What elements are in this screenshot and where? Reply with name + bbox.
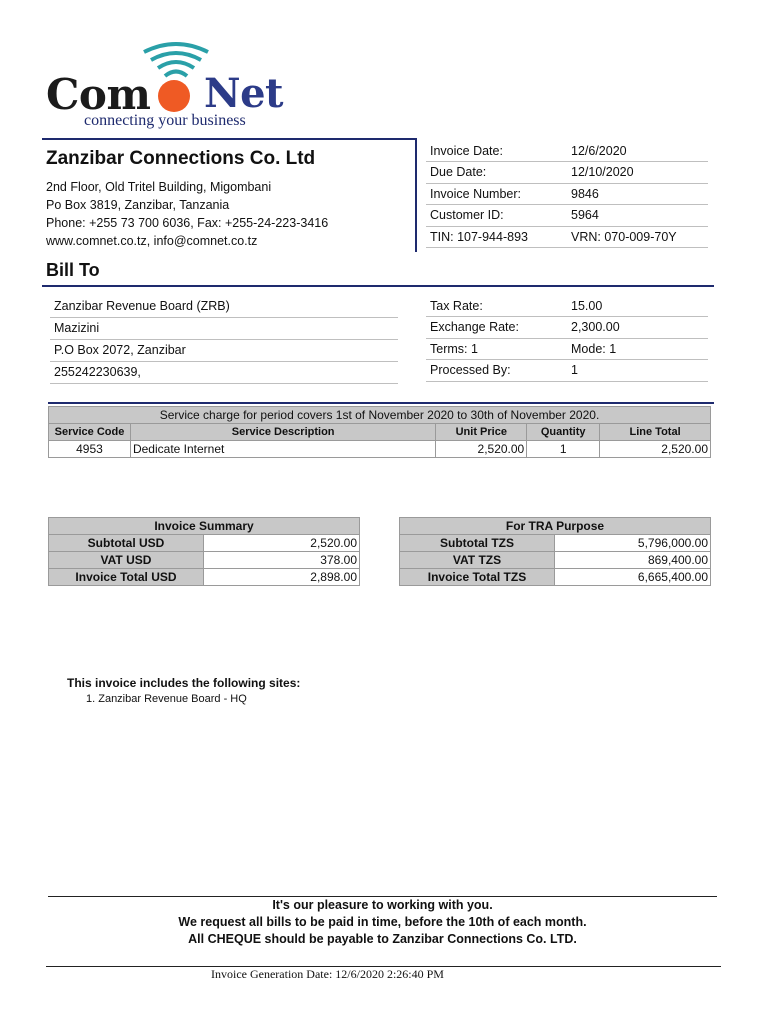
info-label: Tax Rate: — [426, 295, 567, 317]
service-period-row — [49, 407, 711, 424]
summary-value: 378.00 — [204, 552, 360, 569]
info-row — [426, 295, 708, 317]
table-row — [400, 569, 711, 586]
table-row — [49, 552, 360, 569]
bill-to-table — [50, 295, 398, 384]
summary-title: Invoice Summary — [49, 518, 360, 535]
summary-value: 5,796,000.00 — [555, 535, 711, 552]
company-web: www.comnet.co.tz, info@comnet.co.tz — [46, 234, 258, 248]
company-address-line-2: Po Box 3819, Zanzibar, Tanzania — [46, 198, 230, 212]
info-value: 12/6/2020 — [567, 140, 708, 162]
summary-label: VAT TZS — [400, 552, 555, 569]
info-value: 9846 — [567, 183, 708, 205]
summary-value: 2,898.00 — [204, 569, 360, 586]
logo-text-com: Com — [46, 70, 151, 119]
info-row — [426, 162, 708, 184]
bill-to-line: Mazizini — [50, 317, 398, 339]
info-label: Processed By: — [426, 360, 567, 382]
service-header-row — [49, 424, 711, 441]
info-value: 2,300.00 — [567, 317, 708, 339]
generation-date: Invoice Generation Date: 12/6/2020 2:26:40 PM — [211, 967, 444, 981]
footer-line-3: All CHEQUE should be payable to Zanzibar Connections Co. LTD. — [188, 932, 577, 946]
info-label: TIN: 107-944-893 — [426, 226, 567, 248]
summary-value: 869,400.00 — [555, 552, 711, 569]
column-header: Service Description — [130, 424, 435, 441]
company-block — [42, 138, 417, 252]
service-table — [48, 406, 711, 458]
table-row — [400, 535, 711, 552]
info-label: Due Date: — [426, 162, 567, 184]
divider — [48, 402, 714, 404]
logo-text-net: Net — [204, 70, 283, 117]
bill-to-line: Zanzibar Revenue Board (ZRB) — [50, 295, 398, 317]
summary-label: Invoice Total USD — [49, 569, 204, 586]
company-logo — [44, 40, 294, 135]
sites-title: This invoice includes the following sites: — [67, 676, 301, 690]
summary-value: 6,665,400.00 — [555, 569, 711, 586]
info-row — [426, 183, 708, 205]
terms-info-table — [426, 295, 708, 382]
info-row — [426, 205, 708, 227]
info-label: Exchange Rate: — [426, 317, 567, 339]
bill-to-line: 255242230639, — [50, 361, 398, 383]
company-address-line-1: 2nd Floor, Old Tritel Building, Migombani — [46, 180, 272, 194]
info-label: Invoice Date: — [426, 140, 567, 162]
company-phone: Phone: +255 73 700 6036, Fax: +255-24-223-3416 — [46, 216, 329, 230]
table-row — [49, 569, 360, 586]
unit-price: 2,520.00 — [436, 441, 527, 458]
column-header: Quantity — [527, 424, 600, 441]
bill-to-row — [50, 317, 398, 339]
quantity: 1 — [527, 441, 600, 458]
summary-label: VAT USD — [49, 552, 204, 569]
summary-label: Subtotal TZS — [400, 535, 555, 552]
info-row — [426, 317, 708, 339]
footer-line-2: We request all bills to be paid in time, before the 10th of each month. — [178, 915, 587, 929]
bill-to-title: Bill To — [46, 260, 100, 280]
info-value: VRN: 070-009-70Y — [567, 226, 708, 248]
info-label: Terms: 1 — [426, 338, 567, 360]
info-label: Invoice Number: — [426, 183, 567, 205]
info-row — [426, 360, 708, 382]
bill-to-row — [50, 339, 398, 361]
table-row — [49, 441, 711, 458]
line-total: 2,520.00 — [600, 441, 711, 458]
info-row — [426, 140, 708, 162]
info-label: Customer ID: — [426, 205, 567, 227]
footer-line-1: It's our pleasure to working with you. — [272, 898, 493, 912]
company-name: Zanzibar Connections Co. Ltd — [46, 148, 316, 169]
divider — [42, 285, 714, 287]
bill-to-row — [50, 295, 398, 317]
info-row — [426, 226, 708, 248]
column-header: Line Total — [600, 424, 711, 441]
info-value: 12/10/2020 — [567, 162, 708, 184]
info-value: 1 — [567, 360, 708, 382]
invoice-info-table — [426, 140, 708, 248]
table-row — [49, 535, 360, 552]
column-header: Unit Price — [436, 424, 527, 441]
info-value: 5964 — [567, 205, 708, 227]
logo-tagline: connecting your business — [84, 112, 246, 129]
info-value: Mode: 1 — [567, 338, 708, 360]
invoice-summary-table — [48, 517, 360, 586]
info-value: 15.00 — [567, 295, 708, 317]
list-item: 1. Zanzibar Revenue Board - HQ — [86, 693, 247, 705]
summary-label: Invoice Total TZS — [400, 569, 555, 586]
service-code: 4953 — [49, 441, 131, 458]
info-row — [426, 338, 708, 360]
summary-title: For TRA Purpose — [400, 518, 711, 535]
divider — [48, 896, 717, 897]
service-period: Service charge for period covers 1st of November 2020 to 30th of November 2020. — [49, 407, 711, 424]
summary-header-row — [49, 518, 360, 535]
tra-summary-table — [399, 517, 711, 586]
service-description: Dedicate Internet — [130, 441, 435, 458]
summary-header-row — [400, 518, 711, 535]
summary-value: 2,520.00 — [204, 535, 360, 552]
summary-label: Subtotal USD — [49, 535, 204, 552]
table-row — [400, 552, 711, 569]
column-header: Service Code — [49, 424, 131, 441]
logo-dot-icon — [158, 80, 190, 112]
bill-to-line: P.O Box 2072, Zanzibar — [50, 339, 398, 361]
bill-to-row — [50, 361, 398, 383]
